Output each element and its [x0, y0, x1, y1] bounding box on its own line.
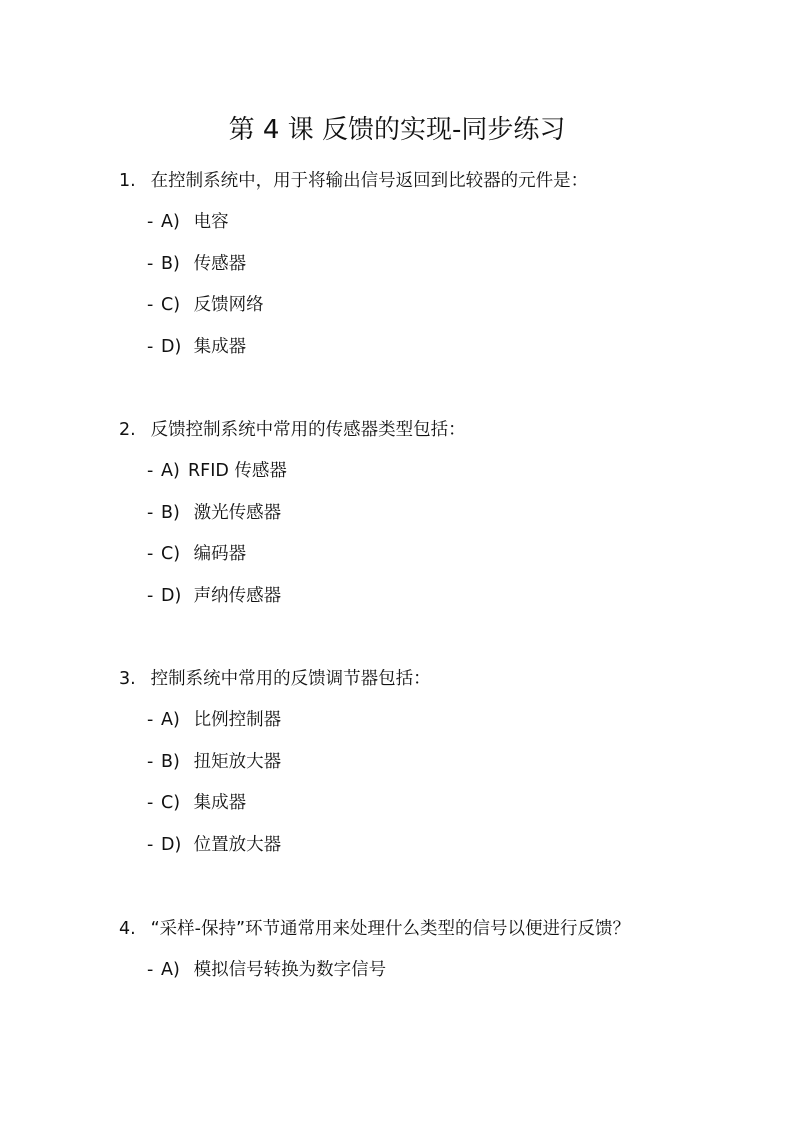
option-text: 编码器 [193, 544, 247, 565]
question-stem: 控制系统中常用的反馈调节器包括： [150, 669, 431, 689]
option-letter: C) [161, 793, 181, 814]
option-letter: D) [161, 585, 182, 606]
option-b [147, 251, 759, 277]
option-text: 电容 [193, 212, 229, 232]
option-dash: - [147, 461, 154, 481]
option-b [147, 500, 759, 526]
option-text: RFID 传感器 [188, 461, 287, 481]
question-text [119, 666, 759, 692]
option-list [119, 458, 759, 609]
option-dash: - [147, 502, 154, 523]
option-dash: - [147, 295, 154, 316]
option-text: 反馈网络 [193, 295, 264, 316]
option-text: 扭矩放大器 [193, 751, 282, 772]
option-c [147, 541, 759, 567]
option-dash: - [147, 544, 154, 565]
option-letter: C) [161, 295, 181, 316]
option-dash: - [147, 336, 154, 357]
option-dash: - [147, 212, 154, 232]
option-dash: - [147, 834, 154, 855]
option-text: 集成器 [193, 336, 247, 357]
question-text [119, 417, 759, 443]
option-letter: B) [161, 253, 180, 274]
option-d [147, 832, 759, 858]
option-d [147, 334, 759, 360]
question-stem: 反馈控制系统中常用的传感器类型包括： [150, 420, 466, 440]
option-letter: A) [161, 960, 180, 980]
option-dash: - [147, 710, 154, 730]
option-letter: D) [161, 336, 182, 357]
question-text [119, 168, 759, 194]
option-a [147, 458, 759, 484]
option-text: 传感器 [193, 253, 247, 274]
question-number: 4. [119, 919, 136, 939]
option-list [119, 957, 759, 983]
option-text: 声纳传感器 [193, 585, 282, 606]
option-a [147, 957, 759, 983]
option-text: 集成器 [193, 793, 247, 814]
question-stem: 在控制系统中，用于将输出信号返回到比较器的元件是： [150, 171, 589, 191]
question-3 [119, 666, 759, 873]
option-letter: A) [161, 212, 180, 232]
option-d [147, 583, 759, 609]
option-c [147, 292, 759, 318]
option-text: 比例控制器 [193, 710, 282, 730]
question-number: 3. [119, 669, 136, 689]
option-letter: A) [161, 710, 180, 730]
option-text: 位置放大器 [193, 834, 282, 855]
option-dash: - [147, 253, 154, 274]
option-c [147, 790, 759, 816]
question-text [119, 916, 759, 942]
question-number: 1. [119, 171, 136, 191]
option-dash: - [147, 793, 154, 814]
question-4 [119, 916, 759, 999]
option-a [147, 707, 759, 733]
option-list [119, 209, 759, 360]
option-dash: - [147, 751, 154, 772]
question-number: 2. [119, 420, 136, 440]
option-letter: B) [161, 751, 180, 772]
page-title: 第 4 课 反馈的实现-同步练习 [228, 115, 566, 145]
option-letter: D) [161, 834, 182, 855]
question-2 [119, 417, 759, 624]
option-text: 模拟信号转换为数字信号 [193, 960, 387, 980]
option-dash: - [147, 585, 154, 606]
question-stem: “采样-保持”环节通常用来处理什么类型的信号以便进行反馈？ [150, 919, 631, 939]
question-1 [119, 168, 759, 375]
option-list [119, 707, 759, 858]
option-a [147, 209, 759, 235]
option-letter: C) [161, 544, 181, 565]
option-b [147, 749, 759, 775]
option-dash: - [147, 960, 154, 980]
option-letter: B) [161, 502, 180, 523]
option-text: 激光传感器 [193, 502, 282, 523]
option-letter: A) [161, 461, 180, 481]
